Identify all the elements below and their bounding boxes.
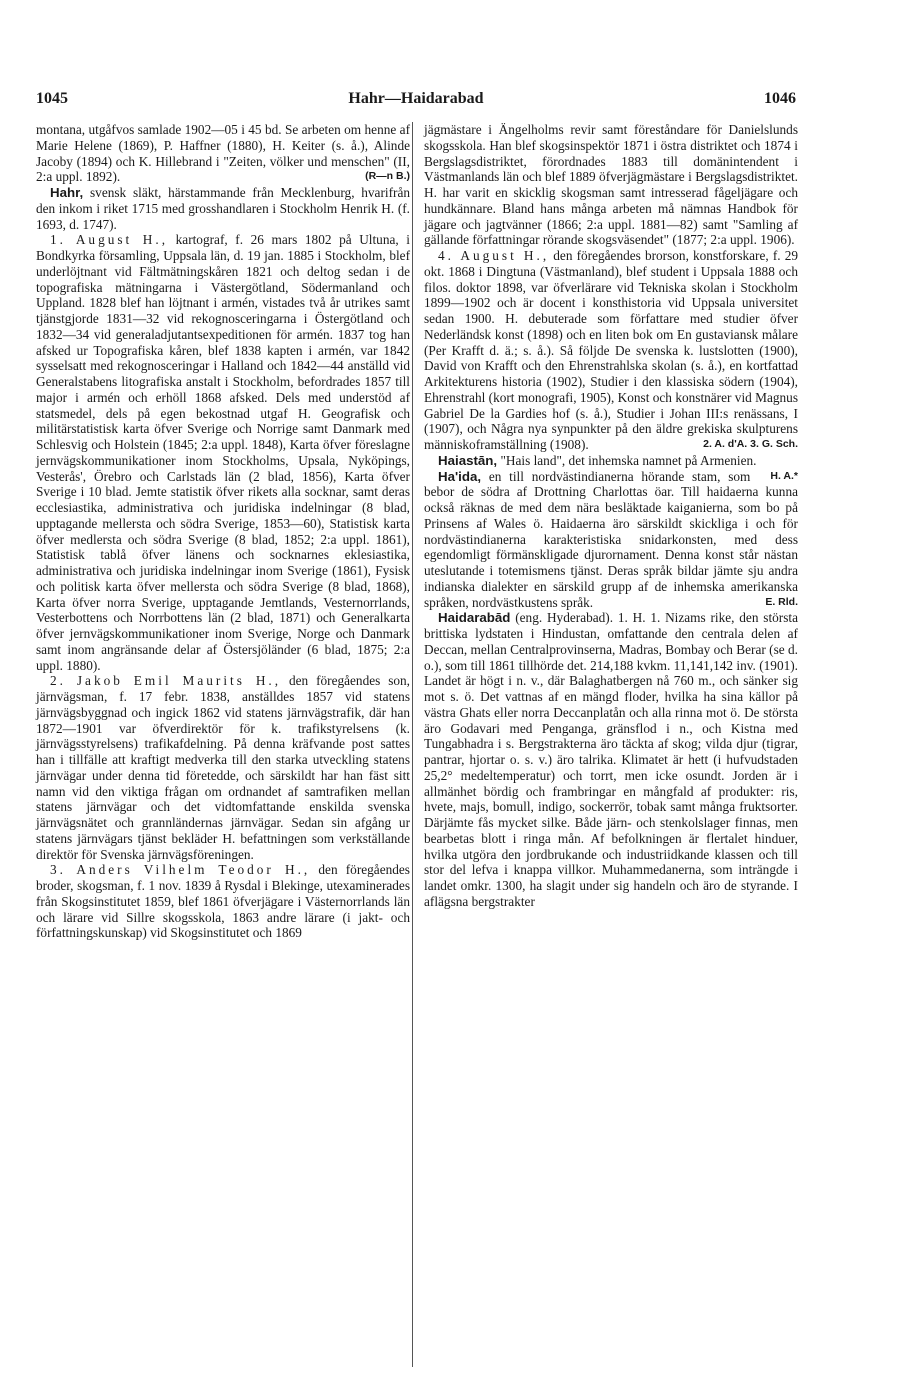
entry-text: en till nordvästindianerna hörande stam, som bebor de södra af Drottning Charlottas öar. Till haidaerna kunna också räknas de med dem nära besläktade kaiganierna, som bo på Prinsens af Wales ö. Haidaerna äro särskildt skickliga i och för nordvästindianerna karakteristiska snidarkonsten, med dess egendomligt förmänskligade djurornament. Denna konst står nästan uteslutande i totemismens tjänst. Deras språk bildar jämte sju andra indianska dialekter en särskild grupp af de inhemska amerikanska språken, nordvästkustens språk. bbox=[424, 468, 798, 610]
page-number-left: 1045 bbox=[36, 90, 68, 107]
entry-text: montana, utgåfvos samlade 1902—05 i 45 bd. Se arbeten om henne af Marie Helene (1869), P. Haffner (1880), H. Keiter (s. å.), Alinde Jacoby (1894) och K. Hillebrand i "Zeiten, völker und menschen" (II, 2:a uppl. 1892). bbox=[36, 122, 410, 185]
entry-text: "Hais land", det inhemska namnet på Armenien. bbox=[497, 452, 757, 468]
right-column bbox=[424, 122, 798, 910]
page-header bbox=[36, 90, 796, 114]
continued-text bbox=[36, 122, 410, 185]
entry-text: svensk släkt, härstammande från Mecklenburg, hvarifrån den inkom i riket 1715 med grosshandlaren i Stockholm Henrik H. (f. 1693, d. 1747). bbox=[36, 185, 410, 232]
author-signature: (R—n B.) bbox=[365, 170, 410, 183]
person-name: 1. August H., bbox=[50, 232, 169, 248]
headword: Hahr, bbox=[50, 185, 84, 200]
article-entry bbox=[424, 469, 798, 611]
author-signature: E. Rld. bbox=[765, 595, 798, 608]
person-name: 3. Anders Vilhelm Teodor H., bbox=[50, 862, 311, 878]
running-head: Hahr—Haidarabad bbox=[348, 90, 484, 107]
author-signature: 2. A. d'A. 3. G. Sch. bbox=[703, 438, 798, 450]
article-entry bbox=[36, 185, 410, 232]
column-divider bbox=[412, 122, 413, 1367]
entry-text: jägmästare i Ängelholms revir samt föreståndare för Danielslunds skogsskola. Han blef skogsinspektör 1871 i östra distriktet och 1874 i Bergslagsdistriktet, förordnades 1883 till domänintendent i Västmanlands län och blef 1889 öfverjägmästare i Bergslagsdistriktet. H. har varit en skicklig skogsman samt intresserad fågeljägare och hundkännare. Bland hans många arbeten må nämnas Handbok för jägare och jagtvänner (1866; 2:a uppl. 1881—82) samt "Samling af gällande författningar rörande skogsväsendet" (1877; 2:a uppl. 1906). bbox=[424, 122, 798, 248]
left-column bbox=[36, 122, 410, 941]
entry-text: den föregåendes son, järnvägsman, f. 17 febr. 1838, anställdes 1857 vid statens järnvägsbyggnad och ingick 1862 vid statens järnvägstrafik, där han 1872—1901 var öfverdirektör för k. trafikstyrelsens (k. järnvägsstyrelsens) trafikafdelning. På denna kräfvande post sattes han i tillfälle att kraftigt medverka till den starka utveckling statens järnvägar under denna tid företedde, och särskildt har han fäst sitt namn vid den viktiga frågan om ordnandet af samtrafiken mellan statens järnvägar och det vidtomfattande enskilda svenska järnvägsnätet och grannländernas järnvägar. Sedan sin afgång ur statens järnvägars tjänst bekläder H. befattningen som verkställande direktör för Svenska järnvägsföreningen. bbox=[36, 673, 411, 862]
subentry-paragraph bbox=[36, 862, 410, 941]
headword: Haidarabād bbox=[438, 610, 511, 626]
subentry-paragraph bbox=[424, 248, 798, 453]
article-entry bbox=[424, 610, 798, 909]
author-signature: H. A.* bbox=[770, 469, 798, 482]
entry-text: den föregåendes brorson, konstforskare, f. 29 okt. 1868 i Dingtuna (Västmanland), blef student i Uppsala 1888 och filos. doktor 1898, var öfverlärare vid Tekniska skolan i Stockholm 1899—1902 och är docent i konsthistoria vid Uppsala universitet sedan 1900. H. debuterade som författare med studier öfver Nederländsk konst (1898) och en liten bok om En gustaviansk målare (Per Krafft d. ä.; s. å.). Så följde De svenska k. lustslotten (1900), David von Krafft och den Ehrenstrahlska skolan (s. å.), en kortfattad Arkitekturens historia (1902), Studier i den klassiska södern (1904), Ehrenstrahl (kort monografi, 1905), Konst och konstnärer vid Magnus Gabriel De la Gardies hof (s. å.), Studier i Johan III:s renässans, I (1907), och Några nya synpunkter på den äldre grekiska skulpturens människoframställning (1908). bbox=[424, 248, 798, 452]
page-number-right: 1046 bbox=[764, 90, 796, 107]
person-name: 2. Jakob Emil Maurits H., bbox=[50, 673, 282, 689]
person-name: 4. August H., bbox=[438, 248, 550, 263]
entry-text: den föregåendes broder, skogsman, f. 1 nov. 1839 å Rysdal i Blekinge, utexaminerades från Skogsinstitutet 1859, blef 1861 öfverjägare i Västernorrlands län och lärare vid Sillre skogsskola, 1863 andre lärare (i jakt- och författningskunskap) vid Skogsinstitutet och 1869 bbox=[36, 862, 410, 941]
headword: Ha'ida, bbox=[438, 468, 482, 484]
entry-text: kartograf, f. 26 mars 1802 på Ultuna, i Bondkyrka församling, Uppsala län, d. 19 jan. 1885 i Stockholm, blef underlöjtnant vid Fältmätningskåren 1821 och deltog sedan i de topografiska mätningarna i Västergötland, Södermanland och Uppland. 1828 blef han löjtnant i armén, vistades två år utrikes samt tjänstgjorde 1831—32 vid rekognosceringarna i Östergötland och 1832—34 vid generaladjutantsexpeditionen för armén. 1837 tog han afsked ur Topografiska kåren, blef 1838 kapten i armén, var 1842 sysselsatt med rekognosceringar i Halland och 1842—44 anställd vid Generalstabens litografiska anstalt i Stockholm, befordrades 1857 till major i armén och erhöll 1868 afsked. Dels med understöd af statsmedel, dels på egen bekostnad utgaf H. Geografisk och militärstatistisk karta öfver Sverige och Norrige samt Danmark med Schlesvig och Holstein (1845; 2:a uppl. 1848), Karta öfver föreslagne jernvägskommunikationer inom Stockholms, Upsala, Nyköpings, Vesterås', Örebro och Carlstads län (2 blad, 1856), Karta öfver Sverige i 10 blad. Jemte statistik öfver rikets alla socknar, samt deras ecclesiastika, administrativa och juridiska indelningar (8 blad, upptagande mellersta och södra Sverige, 1853—60), Statistisk karta öfver medlersta och södra Sverige (8 blad, 1852; 2:a uppl. 1861), Statistisk tablå öfver länens och socknarnes eklesiastika, administrativa och juridiska indelningar inom Sverige (1861), Fysisk och politisk karta öfver mellersta och södra Sverige (8 blad, 1868), Karta öfver norra Sverige, upptagande Jemtlands, Vesternorrlands, Vesterbottens och Norrbottens län (2 blad, 1871) och Generalkarta öfver jernvägskommunikationer inom Sverige, Norge och Danmark samt inom angränsande delar af Östersjöländer (6 blad, 1875; 2:a uppl. 1880). bbox=[36, 232, 410, 673]
headword: Haiastān, bbox=[438, 452, 498, 468]
subentry-paragraph bbox=[36, 232, 410, 673]
continued-text bbox=[424, 122, 798, 248]
entry-text: (eng. Hyderabad). 1. H. 1. Nizams rike, den största brittiska lydstaten i Hindustan, omfattande den centrala delen af Deccan, mellan Centralprovinserna, Madras, Bombay och Berar (se d. o.), som till 1861 tillhörde det. 214,188 kvkm. 11,141,142 inv. (1901). Landet är högt i n. v., där Balaghatbergen nå 760 m., och sänker sig mot s. ö. Det vattnas af en mängd floder, hvilka ha sina källor på västra Ghats eller norra Deccanplatån och alla rinna mot ö. De största äro Godavari med Penganga, gränsflod i n., och Kistna med Tungabhadra i s. Bergstrakterna äro täckta af skog; vilda djur (tigrar, pantrar, hjortar o. s. v.) äro talrika. Klimatet är hett (i hufvudstaden 25,2° medeltemperatur) och torrt, men icke osundt. Jorden är i allmänhet bördig och frambringar en mångfald af produkter: ris, hvete, majs, bomull, indigo, sockerrör, tobak samt många fruktsorter. Därjämte fås mycket silke. Både järn- och stenkolslager finnas, men bearbetas blott i ringa mån. Af befolkningen är flertalet hinduer, hvilka utgöra den jordbrukande och industriidkande klassen och till stor del lefva i knappa villkor. Muhammedanerna, som inträngde i landet omkr. 1300, ha slagit under sig handeln och äro de styrande. I aflägsna bergstrakter bbox=[424, 610, 798, 909]
subentry-paragraph bbox=[36, 673, 410, 862]
